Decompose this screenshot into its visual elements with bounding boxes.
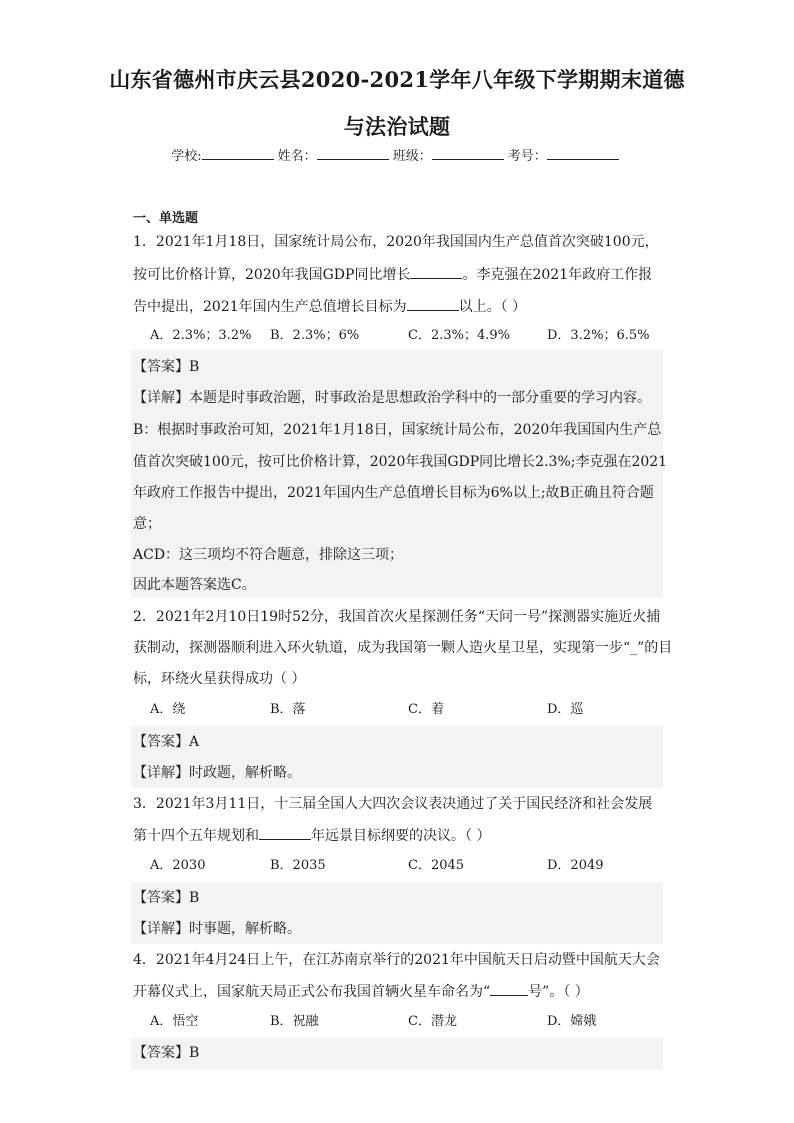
class-blank[interactable] (432, 146, 504, 160)
exam-title-line2: 与法治试题 (343, 114, 451, 139)
q3-line2-text: 第十四个五年规划和 (133, 828, 259, 844)
q2-answer: 【答案】A (133, 734, 200, 750)
q4-line2-tail: 号”。（ ） (528, 984, 589, 1000)
q4-option-d[interactable]: D．嫦娥 (547, 1014, 597, 1029)
q3-option-c[interactable]: C．2045 (408, 858, 465, 873)
school-blank[interactable] (202, 146, 274, 160)
q3-line1: 3．2021年3月11日，十三届全国人大四次会议表决通过了关于国民经济和社会发展 (133, 796, 653, 812)
q4-answer: 【答案】B (133, 1045, 200, 1061)
q2-option-c[interactable]: C．着 (408, 702, 444, 717)
q2-option-a[interactable]: A．绕 (150, 702, 186, 717)
q4-line2-text: 开幕仪式上，国家航天局正式公布我国首辆火星车命名为“ (133, 984, 491, 1000)
q1-blank2 (407, 296, 459, 311)
q1-detail-line7: 因此本题答案选C。 (133, 577, 256, 593)
q2-line1: 2．2021年2月10日19时52分，我国首次火星探测任务“天问一号”探测器实施近火捕 (133, 609, 661, 625)
name-blank[interactable] (317, 146, 389, 160)
q1-detail-line2: B：根据时事政治可知，2021年1月18日，国家统计局公布，2020年我国国内生产总 (133, 422, 662, 438)
q1-line2-tail: 。李克强在2021年政府工作报 (462, 267, 653, 283)
class-label: 班级： (392, 149, 432, 164)
q2-detail-line1: 【详解】时政题，解析略。 (133, 765, 301, 781)
q4-options (150, 1012, 660, 1032)
q4-option-b[interactable]: B．祝融 (270, 1014, 319, 1029)
q4-blank (490, 981, 528, 996)
q2-line2: 获制动，探测器顺利进入环火轨道，成为我国第一颗人造火星卫星，实现第一步“_”的目 (133, 640, 673, 656)
section-heading: 一、单选题 (133, 211, 199, 226)
q1-line2-text: 按可比价格计算，2020年我国GDP同比增长 (133, 267, 411, 283)
q1-line3 (133, 296, 663, 316)
q1-option-b[interactable]: B．2.3%；6% (270, 328, 360, 343)
q1-option-c[interactable]: C．2.3%；4.9% (408, 328, 511, 343)
q2-line3: 标，环绕火星获得成功（ ） (133, 671, 306, 687)
number-blank[interactable] (547, 146, 619, 160)
q3-option-d[interactable]: D．2049 (547, 858, 604, 873)
student-info-row (0, 145, 794, 164)
q2-option-d[interactable]: D．巡 (547, 702, 584, 717)
q1-line1: 1．2021年1月18日，国家统计局公布，2020年我国国内生产总值首次突破100元， (133, 234, 659, 250)
q3-options (150, 856, 660, 876)
q1-option-a[interactable]: A．2.3%；3.2% (150, 328, 252, 343)
q3-blank (259, 825, 311, 840)
q2-options (150, 700, 660, 720)
name-label: 姓名： (277, 149, 317, 164)
q1-options (150, 326, 660, 346)
q4-option-c[interactable]: C．潜龙 (408, 1014, 457, 1029)
q3-option-b[interactable]: B．2035 (270, 858, 326, 873)
q1-line3-text: 告中提出，2021年国内生产总值增长目标为 (133, 299, 407, 315)
q4-line1: 4．2021年4月24日上午，在江苏南京举行的2021年中国航天日启动暨中国航天大会 (133, 952, 660, 968)
q1-blank1 (410, 264, 462, 279)
q3-line2-tail: 年远景目标纲要的决议。（ ） (311, 828, 491, 844)
exam-title-line1: 山东省德州市庆云县2020-2021学年八年级下学期期末道德 (109, 67, 685, 92)
q1-line3-tail: 以上。（ ） (458, 299, 527, 315)
q3-detail-line1: 【详解】时事题，解析略。 (133, 921, 301, 937)
q3-option-a[interactable]: A．2030 (150, 858, 206, 873)
q1-option-d[interactable]: D．3.2%；6.5% (547, 328, 650, 343)
q1-detail-line1: 【详解】本题是时事政治题，时事政治是思想政治学科中的一部分重要的学习内容。 (133, 390, 651, 406)
q1-detail-line4: 年政府工作报告中提出，2021年国内生产总值增长目标为6%以上;故B正确且符合题 (133, 485, 654, 501)
q4-option-a[interactable]: A．悟空 (150, 1014, 199, 1029)
q1-line2 (133, 264, 663, 284)
q1-detail-line6: ACD：这三项均不符合题意，排除这三项； (133, 547, 404, 563)
q2-option-b[interactable]: B．落 (270, 702, 306, 717)
q1-answer: 【答案】B (133, 359, 200, 375)
q4-line2 (133, 981, 663, 1001)
q3-line2 (133, 825, 663, 845)
school-label: 学校: (171, 149, 202, 164)
q3-answer: 【答案】B (133, 890, 200, 906)
q1-detail-line5: 意； (133, 516, 161, 532)
q1-detail-line3: 值首次突破100元，按可比价格计算，2020年我国GDP同比增长2.3%;李克强在2021 (133, 454, 668, 470)
number-label: 考号： (507, 149, 547, 164)
